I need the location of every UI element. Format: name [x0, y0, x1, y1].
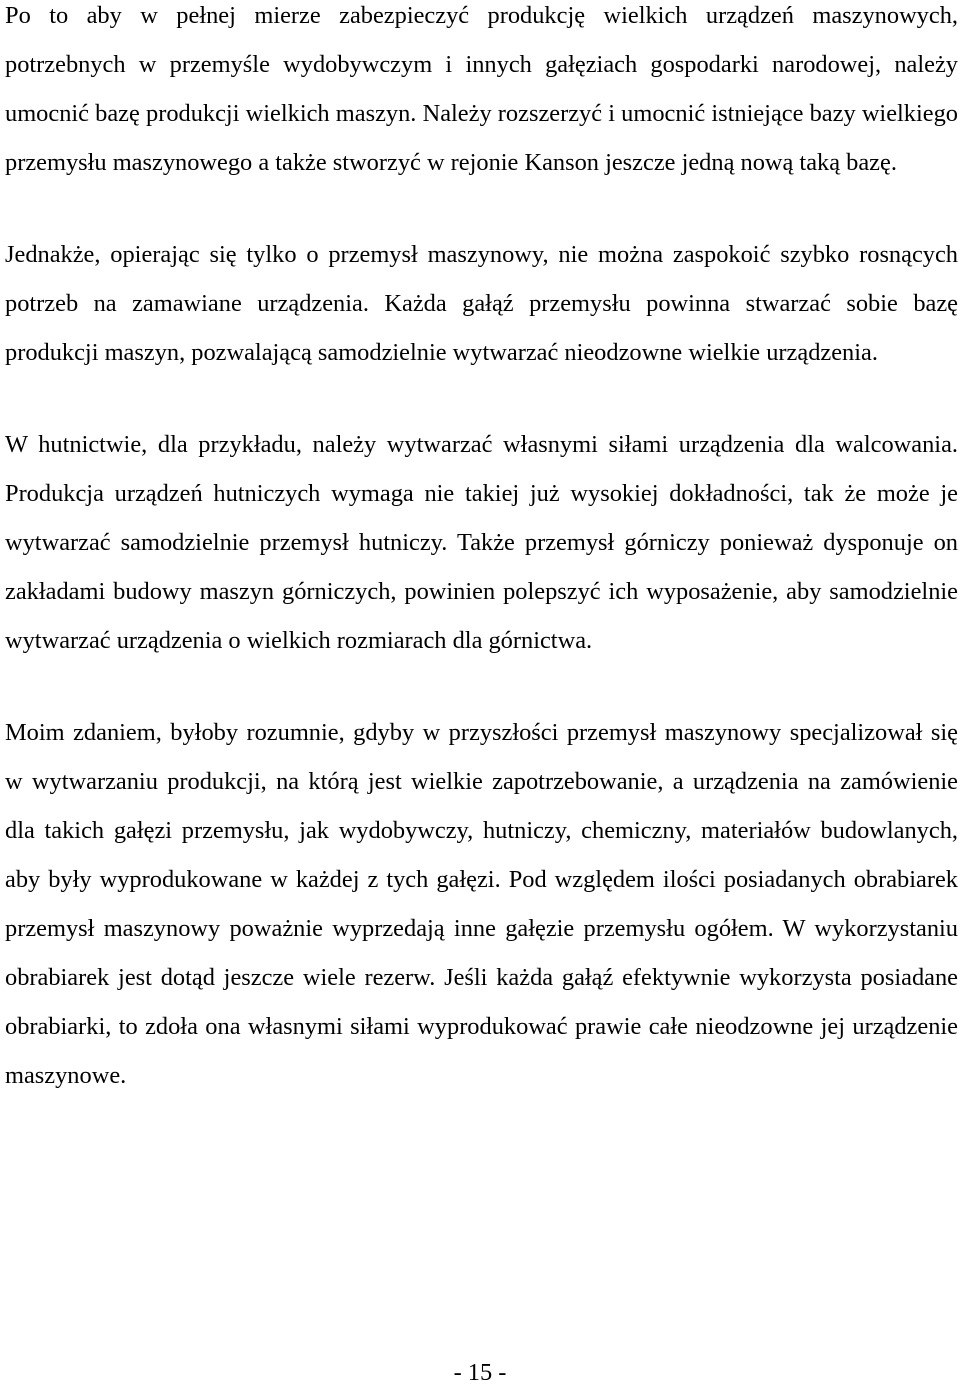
paragraph-1: Po to aby w pełnej mierze zabezpieczyć produkcję wielkich urządzeń maszynowych, potrzebnych w przemyśle wydobywczym i innych gałęziach gospodarki narodowej, należy umocnić bazę produkcji wielkich maszyn. Należy rozszerzyć i umocnić istniejące bazy wielkiego przemysłu maszynowego a także stworzyć w rejonie Kanson jeszcze jedną nową taką bazę.: [5, 2, 958, 176]
paragraph-2: Jednakże, opierając się tylko o przemysł maszynowy, nie można zaspokoić szybko rosnących potrzeb na zamawiane urządzenia. Każda gałąź przemysłu powinna stwarzać sobie bazę produkcji maszyn, pozwalającą samodzielnie wytwarzać nieodzowne wielkie urządzenia.: [5, 241, 958, 366]
paragraph-3: W hutnictwie, dla przykładu, należy wytwarzać własnymi siłami urządzenia dla walcowania. Produkcja urządzeń hutniczych wymaga nie takiej już wysokiej dokładności, tak że może je wytwarzać samodzielnie przemysł hutniczy. Także przemysł górniczy ponieważ dysponuje on zakładami budowy maszyn górniczych, powinien polepszyć ich wyposażenie, aby samodzielnie wytwarzać urządzenia o wielkich rozmiarach dla górnictwa.: [5, 431, 958, 654]
document-page: [5, 0, 958, 1100]
paragraph-4: Moim zdaniem, byłoby rozumnie, gdyby w przyszłości przemysł maszynowy specjalizował się w wytwarzaniu produkcji, na którą jest wielkie zapotrzebowanie, a urządzenia na zamówienie dla takich gałęzi przemysłu, jak wydobywczy, hutniczy, chemiczny, materiałów budowlanych, aby były wyprodukowane w każdej z tych gałęzi. Pod względem ilości posiadanych obrabiarek przemysł maszynowy poważnie wyprzedają inne gałęzie przemysłu ogółem. W wykorzystaniu obrabiarek jest dotąd jeszcze wiele rezerw. Jeśli każda gałąź efektywnie wykorzysta posiadane obrabiarki, to zdoła ona własnymi siłami wyprodukować prawie całe nieodzowne jej urządzenie maszynowe.: [5, 719, 958, 1089]
page-number: - 15 -: [453, 1359, 507, 1386]
